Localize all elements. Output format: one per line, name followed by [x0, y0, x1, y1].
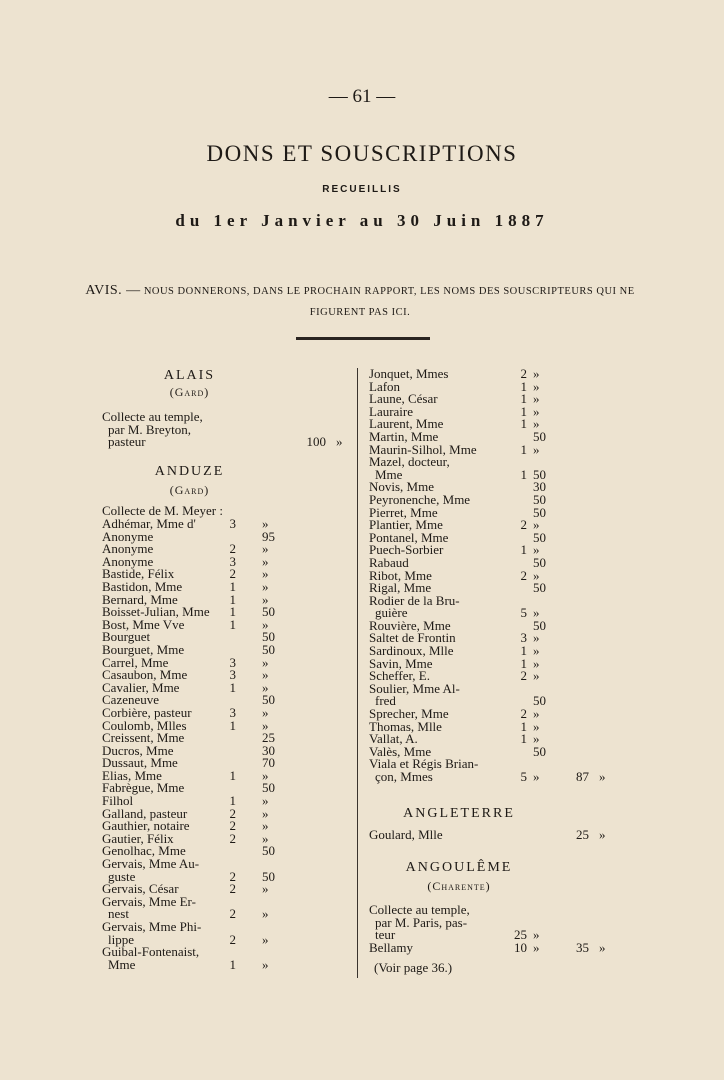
donor-total-francs: 87: [576, 769, 589, 784]
donor-francs: 1: [520, 542, 527, 558]
section-region-angouleme: (Charente): [427, 879, 491, 893]
donor-name: Fabrègue, Mme: [102, 780, 185, 796]
donor-row: [102, 893, 352, 909]
donor-francs: 1: [520, 391, 527, 407]
section-heading-anduze: ANDUZE: [154, 464, 225, 479]
donor-centimes: »: [262, 793, 269, 809]
donor-centimes: 50: [262, 868, 275, 884]
donor-francs: 10: [514, 939, 527, 955]
donor-francs: 3: [229, 667, 236, 683]
donor-name: Ribot, Mme: [369, 567, 432, 583]
donor-francs: 2: [520, 366, 527, 381]
donor-name: Sardinoux, Mlle: [369, 643, 454, 659]
donor-centimes: »: [262, 906, 269, 922]
page-title: DONS ET SOUSCRIPTIONS: [206, 141, 518, 166]
donor-name: Thomas, Mlle: [369, 718, 442, 734]
donor-total-centimes: »: [599, 769, 606, 784]
right-list: [369, 368, 714, 784]
donor-name: Lauraire: [369, 403, 414, 419]
alais-collect-line: Collecte au temple,: [102, 409, 203, 424]
donor-centimes: 50: [533, 554, 546, 570]
donor-centimes: »: [262, 931, 269, 947]
donor-name: Creissent, Mme: [102, 730, 185, 746]
donor-centimes: 50: [262, 692, 275, 708]
donor-row: [369, 914, 714, 930]
donor-francs: 1: [520, 403, 527, 419]
donor-name: Gervais, César: [102, 881, 179, 897]
donor-name: par M. Paris, pas-: [375, 914, 468, 930]
donor-centimes: »: [262, 767, 269, 783]
donor-name: Soulier, Mme Al-: [369, 680, 460, 696]
donor-francs: 2: [229, 830, 236, 846]
donor-centimes: »: [262, 667, 269, 683]
donor-centimes: 50: [533, 580, 546, 596]
donor-centimes: »: [533, 441, 540, 457]
donor-francs: 1: [229, 956, 236, 972]
donor-name: Bost, Mme Vve: [102, 616, 185, 632]
donor-name: Novis, Mme: [369, 479, 434, 495]
donor-francs: 1: [229, 717, 236, 733]
alais-collect-line: pasteur: [108, 434, 146, 450]
donor-francs: 3: [229, 516, 236, 531]
donor-row: [369, 771, 714, 784]
donor-name: Elias, Mme: [102, 767, 162, 783]
donor-name: Anonyme: [102, 528, 154, 544]
donor-row: [102, 946, 352, 959]
donor-row: [369, 718, 714, 734]
donor-name: Mazel, docteur,: [369, 454, 450, 470]
donor-name: Genolhac, Mme: [102, 843, 186, 859]
donor-francs: 1: [520, 655, 527, 671]
donor-francs: 5: [520, 605, 527, 621]
donor-centimes: 95: [262, 528, 275, 544]
donor-centimes: »: [533, 403, 540, 419]
donor-name: Filhol: [102, 793, 134, 809]
donor-row: [369, 939, 714, 955]
notice-lead: AVIS. —: [85, 283, 141, 298]
donor-francs: 2: [229, 541, 236, 557]
angouleme-note: (Voir page 36.): [374, 960, 453, 975]
donor-name: Guibal-Fontenaist,: [102, 944, 200, 960]
donor-francs: 1: [520, 731, 527, 747]
donor-francs: 1: [520, 416, 527, 432]
donor-francs: 1: [229, 793, 236, 809]
donor-name: Adhémar, Mme d': [102, 516, 196, 531]
donor-centimes: »: [262, 818, 269, 834]
donor-centimes: »: [533, 927, 540, 943]
donor-name: Rodier de la Bru-: [369, 592, 460, 608]
donor-name: Jonquet, Mmes: [369, 366, 449, 381]
donor-name: Gervais, Mme Phi-: [102, 919, 202, 934]
donor-name: Coulomb, Mlles: [102, 717, 187, 733]
donor-centimes: 50: [533, 693, 546, 709]
donor-francs: 1: [520, 643, 527, 659]
donor-francs: 2: [520, 668, 527, 684]
donor-name: Goulard, Mlle: [369, 827, 443, 842]
donor-name: Gervais, Mme Er-: [102, 893, 196, 909]
section-heading-angleterre: ANGLETERRE: [403, 806, 515, 821]
donor-name: Maurin-Silhol, Mme: [369, 441, 477, 457]
donor-centimes: »: [533, 718, 540, 734]
anduze-intro: Collecte de M. Meyer :: [102, 503, 223, 518]
donor-name: Galland, pasteur: [102, 805, 188, 821]
angouleme-list: [369, 904, 714, 954]
donor-row: [102, 858, 352, 871]
donor-name: Laune, César: [369, 391, 438, 407]
donor-name: Mme: [108, 956, 136, 972]
donor-total-centimes: »: [599, 827, 606, 842]
donor-total-francs: 25: [576, 827, 589, 842]
donor-name: guière: [375, 605, 408, 621]
donor-francs: 2: [520, 567, 527, 583]
donor-centimes: »: [262, 553, 269, 569]
donor-centimes: 50: [262, 604, 275, 620]
donor-centimes: »: [533, 769, 540, 784]
donor-name: Vallat, A.: [369, 731, 418, 747]
section-heading-angouleme: ANGOULÊME: [405, 860, 513, 875]
donor-centimes: »: [533, 668, 540, 684]
donor-name: Gervais, Mme Au-: [102, 856, 200, 872]
donor-francs: 1: [229, 604, 236, 620]
donor-name: Boisset-Julian, Mme: [102, 604, 210, 620]
alais-collect-line: par M. Breyton,: [108, 421, 192, 437]
donor-centimes: »: [533, 378, 540, 394]
donor-name: Dussaut, Mme: [102, 755, 178, 771]
donor-name: Valès, Mme: [369, 743, 432, 759]
donor-name: Bernard, Mme: [102, 591, 178, 607]
donor-name: nest: [108, 906, 129, 922]
donor-francs: 1: [229, 616, 236, 632]
donor-centimes: »: [262, 578, 269, 594]
alais-collect: [102, 411, 352, 449]
donor-centimes: »: [533, 366, 540, 381]
donor-name: Gautier, Félix: [102, 830, 174, 846]
donor-name: Martin, Mme: [369, 428, 439, 444]
donor-total-francs: 35: [576, 939, 589, 955]
donor-row: [369, 929, 714, 942]
donor-francs: 2: [229, 818, 236, 834]
donor-name: Laurent, Mme: [369, 416, 444, 432]
donor-francs: 2: [520, 517, 527, 533]
donor-centimes: »: [262, 830, 269, 846]
donor-francs: 2: [229, 566, 236, 582]
donor-francs: 1: [520, 466, 527, 482]
donor-centimes: 50: [262, 780, 275, 796]
donor-name: Casaubon, Mme: [102, 667, 188, 683]
donor-row: [369, 393, 714, 406]
donor-name: Savin, Mme: [369, 655, 433, 671]
donor-total-centimes: »: [599, 939, 606, 955]
donor-francs: 1: [520, 441, 527, 457]
donor-francs: 2: [520, 706, 527, 722]
donor-centimes: 50: [533, 529, 546, 545]
donor-name: Anonyme: [102, 541, 154, 557]
donor-francs: 2: [229, 868, 236, 884]
donor-francs: 1: [229, 591, 236, 607]
donor-centimes: 50: [262, 629, 275, 645]
donor-centimes: 30: [262, 742, 275, 758]
donor-centimes: »: [533, 939, 540, 955]
donor-centimes: 25: [262, 730, 275, 746]
donor-centimes: 50: [533, 617, 546, 633]
donor-centimes: 50: [533, 491, 546, 507]
donor-centimes: »: [262, 616, 269, 632]
donor-centimes: »: [533, 630, 540, 646]
donor-francs: 3: [229, 704, 236, 720]
donor-centimes: »: [533, 706, 540, 722]
donor-centimes: 50: [262, 843, 275, 859]
section-region-anduze: (Gard): [169, 483, 210, 497]
donor-name: çon, Mmes: [375, 769, 433, 784]
anduze-list: [102, 518, 352, 971]
donor-centimes: 50: [533, 466, 546, 482]
donor-centimes: 50: [262, 641, 275, 657]
donor-centimes: »: [533, 655, 540, 671]
donor-centimes: 50: [533, 428, 546, 444]
donor-row: [369, 368, 714, 381]
donor-name: lippe: [108, 931, 134, 947]
donor-centimes: »: [262, 881, 269, 897]
donor-name: Bellamy: [369, 939, 414, 955]
donor-centimes: »: [262, 805, 269, 821]
donor-name: Scheffer, E.: [369, 668, 430, 684]
divider-rule: [296, 337, 430, 340]
donor-name: guste: [108, 868, 136, 884]
donor-francs: 2: [229, 906, 236, 922]
column-divider: [357, 368, 358, 978]
alais-total-francs: 100: [306, 434, 326, 450]
donor-francs: 1: [520, 378, 527, 394]
donor-name: Bourguet, Mme: [102, 641, 185, 657]
donor-name: Bastidon, Mme: [102, 578, 183, 594]
donor-name: Rouvière, Mme: [369, 617, 451, 633]
donor-centimes: »: [533, 643, 540, 659]
donor-francs: 3: [229, 553, 236, 569]
donor-centimes: »: [262, 654, 269, 670]
donor-centimes: »: [533, 416, 540, 432]
donor-name: Viala et Régis Brian-: [369, 756, 479, 772]
donor-centimes: 70: [262, 755, 275, 771]
page-number: — 61 —: [328, 86, 396, 107]
donor-name: Sprecher, Mme: [369, 706, 449, 722]
date-range: du 1er Janvier au 30 Juin 1887: [175, 211, 549, 230]
angleterre-row: [369, 829, 714, 842]
donor-francs: 2: [229, 931, 236, 947]
donor-centimes: »: [533, 517, 540, 533]
donor-row: [369, 592, 714, 608]
donor-name: Pierret, Mme: [369, 504, 438, 520]
notice-text: NOUS DONNERONS, DANS LE PROCHAIN RAPPORT, LES NOMS DES SOUSCRIPTEURS QUI NE FIGURENT PAS ICI.: [143, 286, 635, 318]
donor-centimes: »: [262, 541, 269, 557]
donor-centimes: »: [533, 542, 540, 558]
donor-name: Pontanel, Mme: [369, 529, 449, 545]
donor-centimes: »: [262, 591, 269, 607]
alais-total-centimes: »: [336, 434, 343, 450]
donor-centimes: »: [533, 731, 540, 747]
donor-name: Peyronenche, Mme: [369, 491, 471, 507]
donor-name: Mme: [375, 466, 403, 482]
donor-name: Bourguet: [102, 629, 151, 645]
donor-row: [102, 782, 352, 795]
donor-francs: 25: [514, 927, 527, 943]
donor-name: Anonyme: [102, 553, 154, 569]
donor-centimes: 50: [533, 743, 546, 759]
donor-centimes: »: [262, 704, 269, 720]
donor-name: Plantier, Mme: [369, 517, 443, 533]
donor-francs: 5: [520, 769, 527, 784]
donor-centimes: 50: [533, 504, 546, 520]
donor-francs: 3: [229, 654, 236, 670]
donor-centimes: »: [262, 956, 269, 972]
page-subtitle: RECUEILLIS: [322, 184, 402, 195]
donor-centimes: »: [262, 516, 269, 531]
donor-row: [102, 956, 352, 972]
donor-francs: 1: [520, 718, 527, 734]
donor-name: Rigal, Mme: [369, 580, 432, 596]
donor-name: Bastide, Félix: [102, 566, 175, 582]
section-region-alais: (Gard): [169, 385, 210, 399]
donor-centimes: »: [262, 717, 269, 733]
donor-centimes: »: [262, 566, 269, 582]
donor-francs: 3: [520, 630, 527, 646]
donor-francs: 1: [229, 679, 236, 695]
donor-centimes: 30: [533, 479, 546, 495]
notice: [80, 280, 640, 323]
donor-francs: 1: [229, 578, 236, 594]
donor-centimes: »: [533, 567, 540, 583]
donor-name: Collecte au temple,: [369, 902, 470, 917]
donor-name: Rabaud: [369, 554, 409, 570]
section-heading-alais: ALAIS: [163, 368, 216, 383]
donor-name: Cazeneuve: [102, 692, 160, 708]
donor-name: Ducros, Mme: [102, 742, 174, 758]
donor-row: [102, 921, 352, 934]
donor-name: Lafon: [369, 378, 401, 394]
donor-name: Gauthier, notaire: [102, 818, 190, 834]
donor-name: Cavalier, Mme: [102, 679, 180, 695]
donor-centimes: »: [262, 679, 269, 695]
donor-francs: 2: [229, 805, 236, 821]
donor-name: teur: [375, 927, 396, 943]
donor-centimes: »: [533, 391, 540, 407]
donor-name: Saltet de Frontin: [369, 630, 456, 646]
donor-francs: 1: [229, 767, 236, 783]
donor-name: fred: [375, 693, 396, 709]
donor-centimes: »: [533, 605, 540, 621]
donor-name: Puech-Sorbier: [369, 542, 444, 558]
donor-francs: 2: [229, 881, 236, 897]
donor-name: Carrel, Mme: [102, 654, 169, 670]
donor-name: Corbière, pasteur: [102, 704, 192, 720]
